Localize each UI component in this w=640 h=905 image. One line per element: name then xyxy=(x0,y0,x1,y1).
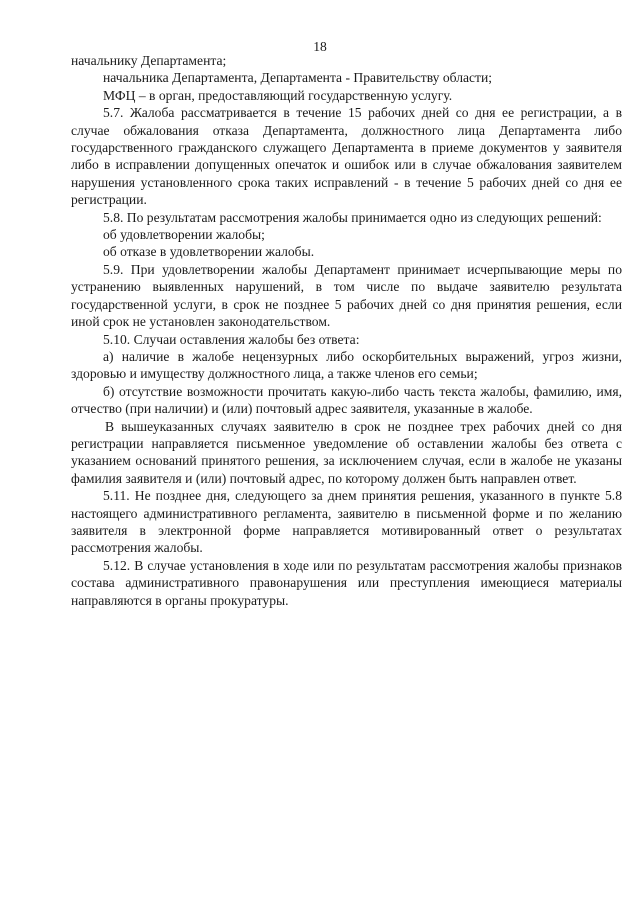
paragraph-mfc: МФЦ – в орган, предоставляющий государственную услугу. xyxy=(103,87,453,103)
paragraph-5-7: 5.7. Жалоба рассматривается в течение 15 рабочих дней со дня ее регистрации, а в случае обжалования отказа Департамента, должностного лица Департамента либо государственного гражданского служащего Департамента в приеме документов у заявителя либо в исправлении допущенных опечаток и ошибок или в случае обжалования заявителем нарушения установленного срока таких исправлений - в течение 5 рабочих дней со дня ее регистрации. xyxy=(71,105,622,208)
paragraph-addressee-1: начальнику Департамента; xyxy=(71,53,227,68)
paragraph-5-9: 5.9. При удовлетворении жалобы Департамент принимает исчерпывающие меры по устранению выявленных нарушений, в том числе по выдаче заявителю результата государственной услуги, в срок не позднее 5 рабочих дней со дня принятия решения, если иной срок не установлен законодательством. xyxy=(71,261,622,330)
paragraph-notification: В вышеуказанных случаях заявителю в срок не позднее трех рабочих дней со дня регистрации направляется письменное уведомление об оставлении жалобы без ответа с указанием оснований принятого решения, за исключением случая, если в жалобе не указаны фамилия заявителя и (или) почтовый адрес, по которому должен быть направлен ответ. xyxy=(71,418,622,486)
list-item-a: а) наличие в жалобе нецензурных либо оскорбительных выражений, угроз жизни, здоровью и имуществу должностного лица, а также членов его семьи; xyxy=(71,348,622,382)
page-number: 18 xyxy=(313,39,327,54)
paragraph-5-10: 5.10. Случаи оставления жалобы без ответа: xyxy=(103,331,360,347)
paragraph-5-8: 5.8. По результатам рассмотрения жалобы принимается одно из следующих решений: xyxy=(103,209,602,225)
list-item-satisfy: об удовлетворении жалобы; xyxy=(103,227,265,243)
list-item-b: б) отсутствие возможности прочитать какую-либо часть текста жалобы, фамилию, имя, отчество (при наличии) и (или) почтовый адрес заявителя, указанные в жалобе. xyxy=(71,383,622,417)
document-body xyxy=(71,52,622,609)
paragraph-5-11: 5.11. Не позднее дня, следующего за днем принятия решения, указанного в пункте 5.8 настоящего административного регламента, заявителю в письменной форме и по желанию заявителя в электронной форме направляется мотивированный ответ о результатах рассмотрения жалобы. xyxy=(71,488,622,556)
list-item-refuse: об отказе в удовлетворении жалобы. xyxy=(103,244,315,260)
paragraph-addressee-2: начальника Департамента, Департамента - Правительству области; xyxy=(103,70,493,86)
paragraph-5-12: 5.12. В случае установления в ходе или по результатам рассмотрения жалобы признаков состава административного правонарушения или преступления имеющиеся материалы направляются в органы прокуратуры. xyxy=(71,557,622,608)
